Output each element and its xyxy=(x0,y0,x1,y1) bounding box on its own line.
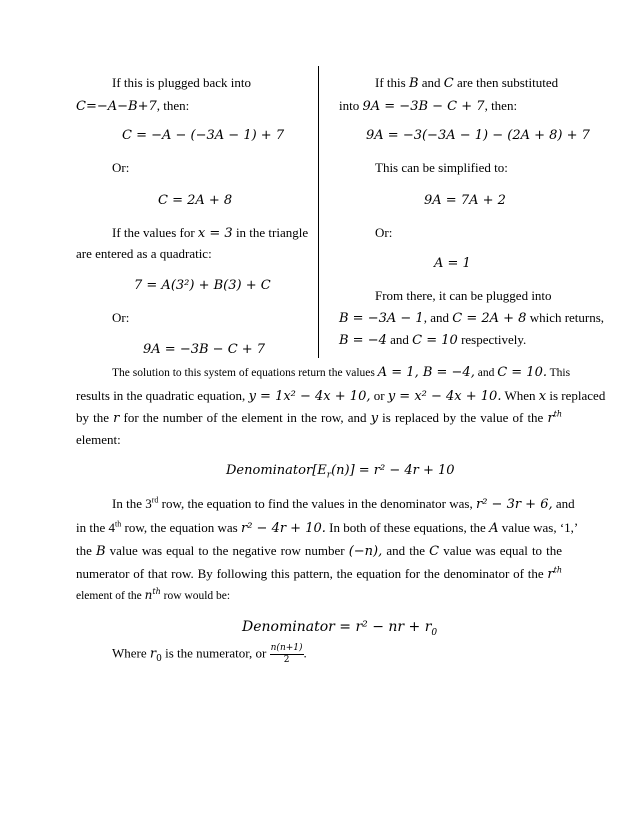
math-part: Denominator[E xyxy=(226,463,327,478)
paragraph-line-1 xyxy=(112,495,575,512)
superscript: rd xyxy=(151,495,159,505)
text: respectively. xyxy=(457,332,527,347)
text: by the xyxy=(76,410,110,425)
math-inline xyxy=(547,410,562,425)
text: value was, ‘1,’ xyxy=(501,520,579,535)
text xyxy=(76,520,238,535)
subscript: 0 xyxy=(156,654,162,665)
equation-denominator-2 xyxy=(242,619,437,638)
subscript: r xyxy=(326,470,332,481)
text: in the triangle xyxy=(232,225,309,240)
right-paragraph-1-line2 xyxy=(339,98,517,114)
equation-left-2: C = 2A + 8 xyxy=(158,193,233,208)
math-inline: B xyxy=(95,544,106,559)
text: row, the equation to find the values in the denominator was, xyxy=(158,496,473,511)
math-inline: A = 1, B = −4, xyxy=(377,365,475,380)
text: value was equal to the xyxy=(443,543,563,558)
text xyxy=(112,496,473,511)
text: If this is plugged back into xyxy=(112,75,252,90)
body-line-3 xyxy=(76,410,562,426)
text: If this xyxy=(375,75,409,90)
math-inline: x xyxy=(538,389,547,404)
text: is replaced xyxy=(549,388,606,403)
column-divider xyxy=(318,66,319,358)
left-paragraph-1-line2 xyxy=(76,98,189,114)
simplify-text: This can be simplified to: xyxy=(375,160,508,175)
body-line-2 xyxy=(76,388,606,404)
text: for the number of the element in the row, and xyxy=(123,410,367,425)
text: , and xyxy=(423,310,453,325)
math-inline: y = x² − 4x + 10. xyxy=(387,389,502,404)
text: The solution to this system of equations return the values xyxy=(112,367,375,379)
math-inline: C = 10 xyxy=(412,333,458,348)
math-inline: r² − 4r + 10. xyxy=(240,521,326,536)
left-paragraph-2-line2: are entered as a quadratic: xyxy=(76,246,212,261)
text: and xyxy=(555,496,575,511)
text: element of the xyxy=(76,590,145,602)
math-inline: C = 10. xyxy=(497,365,547,380)
math-inline: 9A = −3B − C + 7 xyxy=(362,99,485,114)
text: which returns, xyxy=(526,310,605,325)
math-inline: C xyxy=(443,76,454,91)
math-inline: B = −4 xyxy=(339,333,387,348)
text: . xyxy=(303,645,307,661)
equation-denominator-1 xyxy=(226,463,455,481)
equation-right-1: 9A = −3(−3A − 1) − (2A + 8) + 7 xyxy=(366,128,590,143)
math-inline: x = 3 xyxy=(197,226,233,241)
superscript: th xyxy=(553,409,563,419)
math-var: n xyxy=(144,588,153,602)
text: If the values for xyxy=(112,225,198,240)
paragraph-line-3 xyxy=(76,543,562,559)
text: are then substituted xyxy=(453,75,559,90)
math-inline: C=−A−B+7 xyxy=(76,99,157,114)
math-inline: r xyxy=(113,411,120,426)
text: and xyxy=(418,75,444,90)
right-paragraph-1 xyxy=(375,75,558,91)
text: value was equal to the negative row number xyxy=(109,543,345,558)
text: In both of these equations, the xyxy=(329,520,486,535)
math-inline: y = 1x² − 4x + 10, xyxy=(248,389,371,404)
body-line-1 xyxy=(112,365,571,380)
text: row, the equation was xyxy=(121,520,238,535)
text: numerator of that row. By following this pattern, the equation for the denominator of the xyxy=(76,566,544,581)
superscript: th xyxy=(553,565,562,575)
text: In the 3 xyxy=(112,496,152,511)
text: , then: xyxy=(484,98,518,113)
math-inline: B = −3A − 1 xyxy=(339,311,424,326)
text: or xyxy=(373,388,385,403)
math-part: (n)] = r² − 4r + 10 xyxy=(331,463,455,478)
right-paragraph-2-line2 xyxy=(339,310,604,326)
math-inline: C = 2A + 8 xyxy=(452,311,527,326)
text: and the xyxy=(386,543,426,558)
right-paragraph-2-line3 xyxy=(339,332,526,348)
paragraph-line-2 xyxy=(76,519,579,536)
math-var: r xyxy=(547,411,554,426)
subscript: 0 xyxy=(431,627,438,638)
or-label: Or: xyxy=(112,310,130,325)
body-line-4: element: xyxy=(76,432,121,447)
paragraph-line-4 xyxy=(76,566,562,582)
right-paragraph-2: From there, it can be plugged into xyxy=(375,288,552,303)
superscript: th xyxy=(115,519,122,529)
math-part: Denominator = r² − nr + r xyxy=(242,619,432,635)
math-inline: y xyxy=(370,411,379,426)
math-var: r xyxy=(547,567,554,582)
text: is replaced by the value of the xyxy=(382,410,544,425)
fraction xyxy=(270,643,304,666)
text: and xyxy=(477,367,495,379)
equation-left-1: C = −A − (−3A − 1) + 7 xyxy=(122,128,285,143)
fraction-numerator: n(n+1) xyxy=(270,643,303,653)
text: and xyxy=(386,332,413,347)
math-inline: B xyxy=(408,76,419,91)
math-inline: C xyxy=(429,544,440,559)
equation-right-3: A = 1 xyxy=(434,256,471,271)
text: Where xyxy=(112,645,150,661)
text: When xyxy=(504,388,536,403)
or-label: Or: xyxy=(112,160,130,175)
equation-left-4: 9A = −3B − C + 7 xyxy=(143,342,266,357)
superscript: th xyxy=(152,587,161,597)
math-inline: (−n), xyxy=(348,544,383,559)
where-line xyxy=(112,643,307,666)
text: is the numerator, or xyxy=(161,645,270,661)
paragraph-line-5 xyxy=(76,588,230,602)
math-inline: A xyxy=(489,521,499,536)
text: row would be: xyxy=(160,590,231,602)
fraction-denominator: 2 xyxy=(283,655,290,665)
text: in the 4 xyxy=(76,520,115,535)
text: This xyxy=(549,367,571,379)
text: results in the quadratic equation, xyxy=(76,388,246,403)
equation-left-3: 7 = A(3²) + B(3) + C xyxy=(134,278,271,293)
text: the xyxy=(76,543,92,558)
math-var: r xyxy=(149,646,157,662)
left-paragraph-2 xyxy=(112,225,308,241)
or-label: Or: xyxy=(375,225,393,240)
math-inline: r² − 3r + 6, xyxy=(475,497,553,512)
equation-right-2: 9A = 7A + 2 xyxy=(424,193,506,208)
text: into xyxy=(339,98,363,113)
math-inline xyxy=(547,566,562,581)
left-paragraph-1 xyxy=(112,75,251,91)
text: , then: xyxy=(156,98,190,113)
